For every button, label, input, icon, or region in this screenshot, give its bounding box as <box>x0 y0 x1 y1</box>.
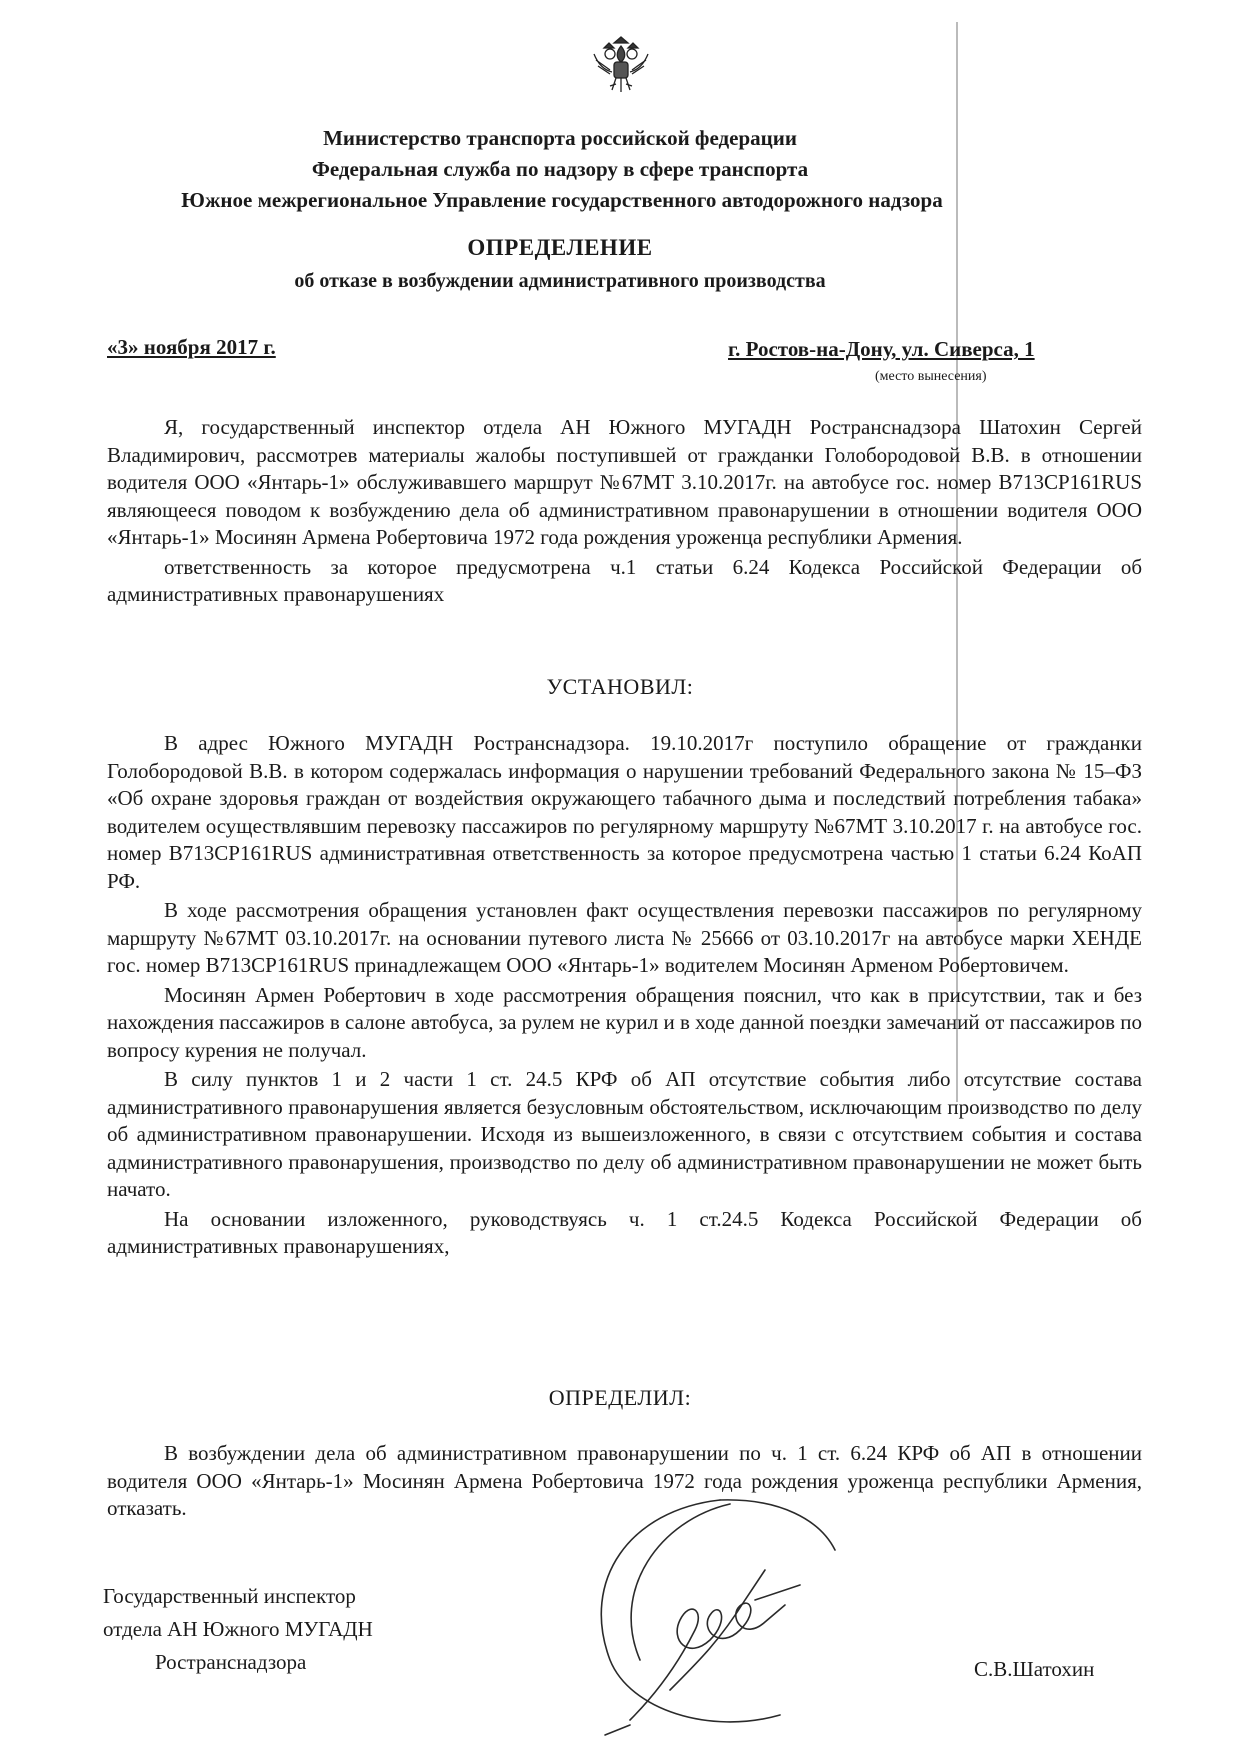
directorate-heading: Южное межрегиональное Управление государственного автодорожного надзора <box>181 188 943 212</box>
established-paragraph: В силу пунктов 1 и 2 части 1 ст. 24.5 КРФ об АП отсутствие события либо отсутствие состава административного правонарушения является безусловным обстоятельством, исключающим производство по делу об административном правонарушении. Исходя из вышеизложенного, в связи с отсутствием события и состава административного правонарушения, производство по делу об административном правонарушении не может быть начато. <box>107 1067 1142 1201</box>
intro-paragraph: ответственность за которое предусмотрена ч.1 статьи 6.24 Кодекса Российской Федерации об административных правонарушениях <box>107 554 1142 606</box>
established-paragraph: Мосинян Армен Робертович в ходе рассмотрения обращения пояснил, что как в присутствии, так и без нахождения пассажиров в салоне автобуса, за рулем не курил и в ходе данной поездки замечаний от пассажиров по вопросу курения не получал. <box>107 982 1142 1062</box>
place-caption: (место вынесения) <box>875 369 987 384</box>
signatory-position-line: Ространснадзора <box>155 1650 307 1674</box>
decided-heading: ОПРЕДЕЛИЛ: <box>548 1385 692 1410</box>
signatory-position-line: отдела АН Южного МУГАДН <box>103 1617 373 1641</box>
intro-section <box>107 414 1142 609</box>
ministry-heading: Министерство транспорта российской федерации <box>323 126 797 150</box>
established-heading: УСТАНОВИЛ: <box>546 674 694 699</box>
document-subtitle: об отказе в возбуждении административного производства <box>294 270 826 292</box>
signatory-position-line: Государственный инспектор <box>103 1584 356 1608</box>
signatory-position <box>103 1580 373 1679</box>
decided-paragraph: В возбуждении дела об административном правонарушении по ч. 1 ст. 6.24 КРФ об АП в отношении водителя ООО «Янтарь-1» Мосинян Армена Робертовича 1972 года рождения уроженца республики Армения, отказать. <box>107 1441 1142 1520</box>
document-title: ОПРЕДЕЛЕНИЕ <box>467 235 653 260</box>
established-section <box>107 730 1142 1261</box>
handwritten-signature-icon <box>570 1490 900 1740</box>
established-paragraph: В ходе рассмотрения обращения установлен факт осуществления перевозки пассажиров по регулярному маршруту №67МТ 03.10.2017г. на основании путевого листа № 25666 от 03.10.2017г на автобусе марки ХЕНДЕ гос. номер В713СР161RUS принадлежащем ООО «Янтарь-1» водителем Мосинян Арменом Робертовичем. <box>107 898 1142 977</box>
russian-coat-of-arms-icon <box>590 34 652 96</box>
established-paragraph: В адрес Южного МУГАДН Ространснадзора. 19.10.2017г поступило обращение от гражданки Голобородовой В.В. в котором содержалась информация о нарушении требований Федерального закона № 15–ФЗ «Об охране здоровья граждан от воздействия окружающего табачного дыма и последствий потребления табака» водителем осуществлявшим перевозку пассажиров по регулярному маршруту №67МТ 3.10.2017 г. на автобусе гос. номер В713СР161RUS административная ответственность за которое предусмотрена частью 1 статьи 6.24 КоАП РФ. <box>107 731 1142 893</box>
signatory-name: С.В.Шатохин <box>974 1657 1095 1681</box>
document-date: «3» ноября 2017 г. <box>107 335 276 359</box>
established-paragraph: На основании изложенного, руководствуясь ч. 1 ст.24.5 Кодекса Российской Федерации об административных правонарушениях, <box>107 1206 1142 1258</box>
service-heading: Федеральная служба по надзору в сфере транспорта <box>311 157 809 181</box>
document-place: г. Ростов-на-Дону, ул. Сиверса, 1 <box>728 337 1035 361</box>
intro-paragraph: Я, государственный инспектор отдела АН Южного МУГАДН Ространснадзора Шатохин Сергей Владимирович, рассмотрев материалы жалобы поступившей от гражданки Голобородовой В.В. в отношении водителя ООО «Янтарь-1» обслуживавшего маршрут №67МТ 3.10.2017г. на автобусе гос. номер В713СР161RUS являющееся поводом к возбуждению дела об административном правонарушении в отношении водителя ООО «Янтарь-1» Мосинян Армена Робертовича 1972 года рождения уроженца республики Армения. <box>107 415 1142 549</box>
